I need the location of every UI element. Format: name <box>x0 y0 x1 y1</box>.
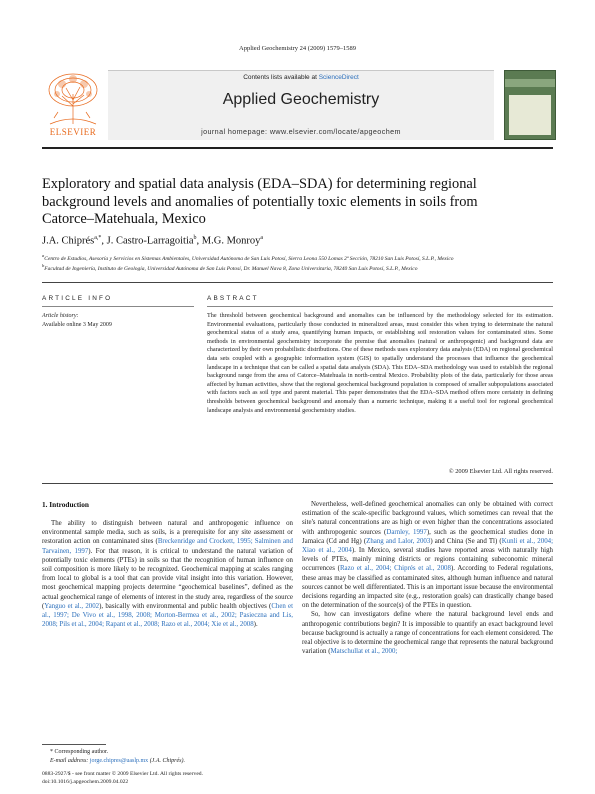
email-link[interactable]: jorge.chipres@uaslp.mx <box>89 758 149 764</box>
citation-link[interactable]: Breckenridge and Crockett, 1995; Salminen and Tarvainen, 1997 <box>42 538 293 555</box>
paragraph <box>302 610 553 656</box>
section-rule-bottom <box>42 483 553 484</box>
abstract-heading: ABSTRACT <box>207 295 259 302</box>
abstract-rule <box>207 306 553 307</box>
citation-link[interactable]: Chen et al., 1997; De Vivo et al., 1998, 2008; Morton-Bermea et al., 2002; Pasieczna and Lis, 2008; Pils et al., 2004; Rapant et al., 2008; Razo et al., 2004; Xie et al., 2008 <box>42 602 294 629</box>
footnote-rule <box>42 744 106 745</box>
citation-link[interactable]: Matschullat et al., 2000; <box>330 648 398 656</box>
affiliation-text: Centro de Estudios, Asesoría y Servicios en Sistemas Ambientales, Universidad Autónoma de San Luis Potosí, Sierra Leona 550 Lomas 2ª Sección, 78210 San Luis Potosí, S.L.P., Mexico <box>44 255 454 262</box>
email-label: E-mail address: <box>50 758 90 764</box>
issn-line: 0883-2927/$ - see front matter © 2009 Elsevier Ltd. All rights reserved. <box>42 771 203 777</box>
article-history-label: Article history: <box>42 313 79 319</box>
citation-link[interactable]: Zhang and Lalor, 2003 <box>366 537 431 545</box>
intro-right-column <box>302 500 553 656</box>
intro-left-column <box>42 519 293 629</box>
article-info-heading: ARTICLE INFO <box>42 295 113 302</box>
affiliation-text: Facultad de Ingeniería, Instituto de Geología, Universidad Autónoma de San Luis Potosí, Dr. Manuel Nava 8, Zona Universitaria, 78240 San Luis Potosí, S.L.P., Mexico <box>44 265 418 272</box>
journal-name: Applied Geochemistry <box>222 91 380 108</box>
citation-link[interactable]: Yanguo et al., 2002 <box>44 602 100 610</box>
intro-text: ). In Mexico, several studies have reported areas with naturally high levels of PTEs, mainly mining districts or regions containing subeconomic mineral occurrences ( <box>302 547 553 573</box>
journal-homepage[interactable]: journal homepage: www.elsevier.com/locate/apgeochem <box>201 127 401 136</box>
intro-text: ), basically with environmental and public health objectives ( <box>99 602 272 610</box>
email-note <box>50 758 185 764</box>
article-info-rule <box>42 306 194 307</box>
article-title: Exploratory and spatial data analysis (EDA–SDA) for determining regional background levels and anomalies of potentially toxic elements in soils from Catorce–Matehuala, Mexico <box>42 176 478 227</box>
citation-link[interactable]: Razo et al., 2004; Chiprés et al., 2008 <box>339 565 451 573</box>
abstract-text: The threshold between geochemical background and anomalies can be influenced by the methodology selected for its estimation. Environmental evaluations, particularly those conducted in mineralized areas, must consider this when trying to determinate the natural geochemical status of a study area, quantifying human impacts, or establishing soil restoration values for contaminated sites. Some methods in environmental geochemistry incorporate the premise that anomalies (natural or anthropogenic) and background data are characterized by their own probabilistic distributions. One of these methods uses exploratory data analysis (EDA) on regional geochemical data sets coupled with a geographic information system (GIS) to spatially understand the processes that influence the geochemical landscape in a technique that can be called a spatial data analysis (SDA). This EDA–SDA methodology was used to establish the regional background range from the area of Catorce–Matehuala in north-central Mexico. Probability plots of the data, particularly for those areas affected by human activities, show that the regional geochemical background population is composed of smaller subpopulations associated with factors such as soil type and parent material. This paper demonstrates that the EDA–SDA method offers more certainty in defining thresholds between geochemical background and anomaly than a numeric technique, making it a useful tool for regional geochemical landscape analysis and environmental geochemistry studies. <box>207 312 553 414</box>
section-heading-introduction: 1. Introduction <box>42 500 89 509</box>
contents-line <box>108 74 494 81</box>
elsevier-logo <box>42 70 104 140</box>
author-sup: a,* <box>94 235 102 241</box>
intro-text: Nevertheless, well-defined geochemical anomalies can only be obtained with correct estimation of the scale-specific background values, which sometimes can reveal that the site's natural concentrations are as high or even higher than the concentrations associated with anthropogenic sources ( <box>302 501 553 536</box>
intro-text: ). For that reason, it is critical to understand the natural variation of potentially toxic elements (PTEs) in soils so that the recognition of human influence on soil composition is more likely to be recognized. Geochemical mapping at scales ranging from local to global is a tool that can provide vital insight into this variation. However, most geochemical mapping projects determine “geochemical baselines”, defined as the actual geochemical range of elements of interest in the study area, regardless of the source ( <box>42 547 293 610</box>
intro-text: So, how can investigators define where the natural background level ends and anthropogenic contributions begin? It is impossible to quantify an exact background level because background is actually a range of concentrations for each element considered. The real objective is to determine the geochemical range that represents the natural background variation ( <box>302 611 553 656</box>
intro-text: The ability to distinguish between natural and anthropogenic influence on environmental sample media, such as soils, is a prerequisite for any site assessment or restoration action on contaminated sites ( <box>42 520 293 546</box>
article-history-value: Available online 3 May 2009 <box>42 322 112 328</box>
running-head: Applied Geochemistry 24 (2009) 1579–1589 <box>239 45 356 52</box>
elsevier-tree-icon <box>42 70 104 126</box>
citation-link[interactable]: Darnley, 1997 <box>386 528 427 536</box>
paragraph <box>302 500 553 610</box>
author-list: J.A. Chiprés$^{a,*}$, J. Castro-Larragoitia$^b$, M.G. Monroy$^a$ <box>42 235 264 247</box>
intro-text: ) and China (Se and Tl) ( <box>430 537 502 545</box>
author-name: J. Castro-Larragoitia <box>106 235 194 247</box>
affiliation-a <box>42 253 562 262</box>
journal-masthead <box>42 70 555 140</box>
affiliation-b <box>42 263 562 272</box>
intro-text: ). <box>253 621 258 629</box>
masthead-rule <box>42 147 553 149</box>
author-name: M.G. Monroy <box>201 235 261 247</box>
cover-panel <box>509 95 551 135</box>
sciencedirect-link[interactable]: ScienceDirect <box>318 74 359 81</box>
contents-prefix: Contents lists available at <box>243 74 319 81</box>
affiliation-mark: b <box>42 263 45 268</box>
cover-band <box>505 79 555 87</box>
section-rule-top <box>42 282 553 283</box>
journal-cover-thumbnail <box>504 70 556 140</box>
author-sup: b <box>193 235 197 241</box>
doi-line[interactable]: doi:10.1016/j.apgeochem.2009.04.022 <box>42 779 129 785</box>
citation-link[interactable]: Kunli et al., 2004; Xiao et al., 2004 <box>302 537 554 555</box>
intro-text: ), such as the geochemical studies done in Jamaica (Cd and Hg) ( <box>302 528 553 545</box>
journal-header-box <box>108 70 494 140</box>
elsevier-wordmark: ELSEVIER <box>49 127 97 137</box>
author-sup: a <box>260 235 264 241</box>
copyright-notice: © 2009 Elsevier Ltd. All rights reserved. <box>448 468 553 475</box>
author-name: J.A. Chiprés <box>42 235 95 247</box>
email-suffix: (J.A. Chiprés). <box>148 758 186 764</box>
intro-text: ). According to Federal regulations, these areas may be classified as contaminated sites, although human influence and natural sources cannot be well differentiated. This is an important issue because the environmental decisions regarding an impacted site (e.g., restoration goals) can drastically change based on the determination of the source(s) of the PTEs in question. <box>302 565 553 610</box>
affiliation-mark: a <box>42 253 45 258</box>
corresponding-author-note: * Corresponding author. <box>50 749 109 755</box>
